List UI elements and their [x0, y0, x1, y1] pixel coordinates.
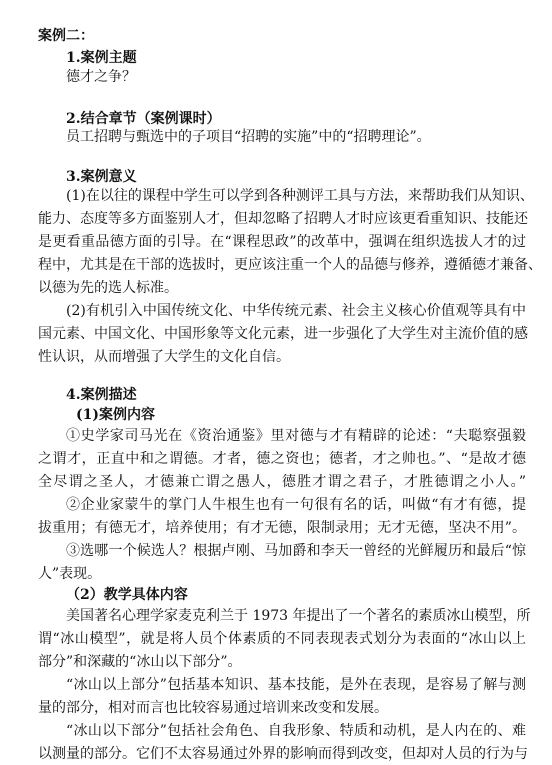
- section-body-chapter: 员工招聘与甄选中的子项目“招聘的实施”中的“招聘理论”。: [66, 129, 431, 145]
- paragraph-line: 部分”和深藏的“冰山以下部分”。: [38, 654, 242, 670]
- section-heading-description: 4.案例描述: [66, 387, 137, 403]
- subsection-heading-content: (1)案例内容: [76, 407, 155, 423]
- paragraph-line: 性认识，从而增强了大学生的文化自信。: [38, 349, 290, 365]
- paragraph-line: “冰山以下部分”包括社会角色、自我形象、特质和动机，是人内在的、难: [66, 723, 526, 739]
- paragraph-line: ①史学家司马光在《资治通鉴》里对德与才有精辟的论述：“夫聪察强毅: [66, 428, 526, 444]
- paragraph-line: “冰山以上部分”包括基本知识、基本技能，是外在表现，是容易了解与测: [66, 677, 526, 693]
- paragraph-line: 国元素、中国文化、中国形象等文化元素，进一步强化了大学生对主流价值的感: [38, 326, 528, 342]
- paragraph-line: (1)在以往的课程中学生可以学到各种测评工具与方法，来帮助我们从知识、: [66, 188, 534, 204]
- paragraph-line: 人”表现。: [38, 566, 102, 582]
- section-body-theme: 德才之争？: [66, 69, 136, 85]
- paragraph-line: 是更看重品德方面的引导。在“课程思政”的改革中，强调在组织选拔人才的过: [38, 234, 526, 250]
- paragraph-line: 之谓才，正直中和之谓德。才者，德之资也；德者，才之帅也。”、“是故才德: [38, 451, 526, 467]
- paragraph-line: 美国著名心理学家麦克利兰于 1973 年提出了一个著名的素质冰山模型，所: [66, 608, 531, 624]
- paragraph-line: 能力、态度等多方面鉴别人才，但却忽略了招聘人才时应该更看重知识、技能还: [38, 211, 528, 227]
- case-title: 案例二：: [38, 28, 94, 44]
- paragraph-line: 全尽谓之圣人，才德兼亡谓之愚人，德胜才谓之君子，才胜德谓之小人。”: [38, 474, 526, 490]
- section-heading-theme: 1.案例主题: [66, 50, 137, 66]
- paragraph-line: ③选哪一个候选人？根据卢刚、马加爵和李天一曾经的光鲜履历和最后“惊: [66, 543, 526, 559]
- paragraph-line: ②企业家蒙牛的掌门人牛根生也有一句很有名的话，叫做“有才有德，提: [66, 497, 526, 513]
- paragraph-line: 以德为先的选人标准。: [38, 280, 178, 296]
- section-heading-significance: 3.案例意义: [66, 169, 137, 185]
- paragraph-line: 程中，尤其是在干部的选拔时，更应该注重一个人的品德与修养，遵循德才兼备、: [38, 257, 542, 273]
- paragraph-line: 拔重用；有德无才，培养使用；有才无德，限制录用；无才无德，坚决不用”。: [38, 520, 526, 536]
- paragraph-line: 量的部分，相对而言也比较容易通过培训来改变和发展。: [38, 700, 388, 716]
- subsection-heading-teaching: （2）教学具体内容: [66, 587, 188, 603]
- paragraph-line: 谓“冰山模型”，就是将人员个体素质的不同表现表式划分为表面的“冰山以上: [38, 631, 526, 647]
- paragraph-line: (2)有机引入中国传统文化、中华传统元素、社会主义核心价值观等具有中: [66, 303, 526, 319]
- paragraph-line: 以测量的部分。它们不太容易通过外界的影响而得到改变，但却对人员的行为与: [38, 746, 528, 762]
- section-heading-chapter: 2.结合章节（案例课时）: [66, 111, 221, 127]
